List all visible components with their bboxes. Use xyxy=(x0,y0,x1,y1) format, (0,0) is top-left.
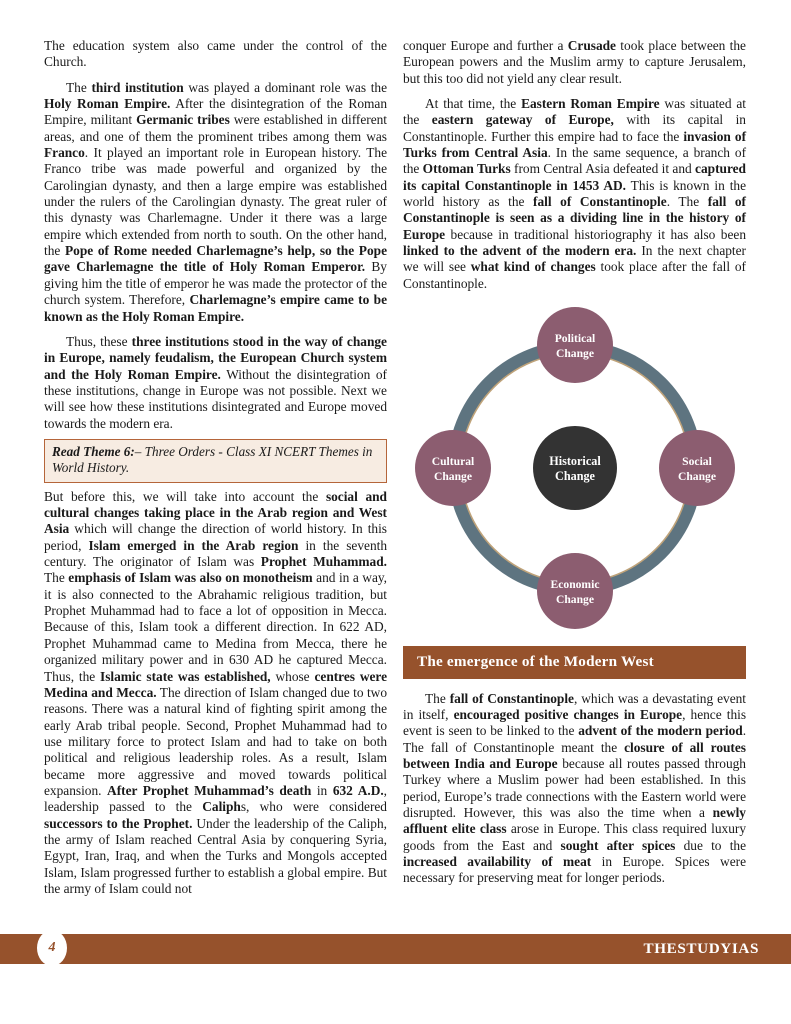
text-run: was played a dominant role was the xyxy=(183,79,388,95)
center-label-line2: Change xyxy=(554,469,595,484)
emphasis-run: sought after spices xyxy=(560,837,676,853)
historical-change-diagram xyxy=(403,304,746,632)
text-run: Under the leadership of the Caliph, the army of Islam reached Central Asia by conquering Syria, Egypt, Iran, Iraq, and when the Turks and Mongols accepted Islam, Islam progressed further to establish a global empire. But the army of Islam could not xyxy=(44,815,387,896)
footer-brand-text: THESTUDYIAS xyxy=(643,940,759,957)
text-run: conquer Europe and further a xyxy=(403,38,568,53)
section-heading-banner xyxy=(403,646,746,678)
emphasis-run: Charlemagne’s empire came to be known as the Holy Roman Empire. xyxy=(44,292,387,324)
text-run: from Central Asia defeated it and xyxy=(510,161,696,177)
text-run: arose in Europe. This class required luxury goods from the East and xyxy=(403,821,746,853)
emphasis-run: fall of Constantinople is seen as a dividing line in the history of Europe xyxy=(403,194,746,242)
page-footer-bar xyxy=(0,934,791,964)
text-run: In the next chapter we will see xyxy=(403,243,746,275)
text-run: was situated at the xyxy=(403,96,746,128)
paragraph-three-institutions xyxy=(44,334,387,432)
node-cultural-circle xyxy=(415,430,491,506)
emphasis-run: emphasis of Islam was also on monotheism xyxy=(68,570,313,586)
emphasis-run: Ottoman Turks xyxy=(422,161,511,177)
text-run: s, who were considered xyxy=(240,799,387,815)
emphasis-run: Pope of Rome needed Charlemagne’s help, so the Pope gave Charlemagne the title of Holy Roman Emperor. xyxy=(44,243,387,275)
node-cultural-label-line2: Change xyxy=(433,470,472,484)
paragraph-third-institution xyxy=(44,80,387,325)
text-run: which will change the direction of world history. In this period, xyxy=(44,521,387,553)
emphasis-run: After Prophet Muhammad’s death xyxy=(107,782,312,798)
emphasis-run: Germanic tribes xyxy=(136,112,230,128)
section-heading-text: The emergence of the Modern West xyxy=(417,653,654,671)
text-run: The xyxy=(425,690,450,706)
text-run: After the disintegration of the Roman Empire, militant xyxy=(44,96,387,128)
text-run: due to the xyxy=(675,837,746,853)
node-social-label-line2: Change xyxy=(677,470,716,484)
node-economic-label-line1: Economic xyxy=(550,578,599,592)
emphasis-run: Islamic state was established, xyxy=(100,668,271,684)
text-run: Without the disintegration of these institutions, change in Europe was not possible. Next we will see how these institutions disintegrated and Europe moved towards the modern era. xyxy=(44,366,387,431)
paragraph-education-church xyxy=(44,38,387,71)
node-political-label-line1: Political xyxy=(554,332,595,346)
emphasis-run: encouraged positive changes in Europe xyxy=(453,706,683,722)
diagram-svg xyxy=(410,304,740,632)
text-run: , leadership passed to the xyxy=(44,782,387,815)
text-run: The xyxy=(44,570,69,586)
right-column xyxy=(403,38,746,938)
emphasis-run: advent of the modern period xyxy=(578,723,743,739)
emphasis-run: Eastern Roman Empire xyxy=(521,96,660,112)
node-social-circle xyxy=(659,430,735,506)
text-run: took place between the European powers and the Muslim army to capture Jerusalem, but this too did not yield any clear result. xyxy=(403,38,746,86)
emphasis-run: fall of Constantinople xyxy=(533,194,667,210)
emphasis-run: Crusade xyxy=(567,38,616,53)
text-run: in xyxy=(311,782,333,798)
emphasis-run: 632 A.D. xyxy=(332,782,384,798)
text-run: Thus, these xyxy=(66,333,132,349)
two-column-content xyxy=(44,38,747,938)
page-number-text: 4 xyxy=(48,940,56,955)
left-column xyxy=(44,38,387,938)
text-run: The direction of Islam changed due to two reasons. There was a natural kind of fighting spirit among the early Arab tribal people. Second, Prophet Muhammad had to use military force to protect Islam and had to take on both political and religious leadership roles. As a result, Islam became more aggressive and moved towards political expansion. xyxy=(44,684,387,798)
paragraph-modern-west xyxy=(403,691,746,887)
node-cultural-label-line1: Cultural xyxy=(431,455,474,469)
read-theme-callout-box xyxy=(44,439,387,483)
emphasis-run: fall of Constantinople xyxy=(449,690,574,706)
emphasis-run: Franco xyxy=(44,145,85,161)
callout-lead-label: Read Theme 6: xyxy=(52,443,135,459)
text-run: , hence this event is seen to be linked to the xyxy=(403,706,747,739)
emphasis-run: eastern gateway of Europe, xyxy=(431,112,614,128)
text-run: . In the same sequence, a branch of the xyxy=(403,145,747,177)
text-run: because all routes passed through Turkey where a Muslim power had been established. In this period, Europe’s trade connections with the Eastern world were disrupted. However, this was also the time when a xyxy=(403,756,746,821)
paragraph-crusade xyxy=(403,38,746,87)
center-circle xyxy=(533,426,617,510)
paragraph-arab-west-asia xyxy=(44,489,387,898)
center-label-line1: Historical xyxy=(548,454,601,469)
text-run: The xyxy=(66,79,92,95)
node-economic-label-line2: Change xyxy=(555,593,594,607)
text-run: By giving him the title of emperor he was made the protector of the church system. Therefore, xyxy=(44,259,387,308)
text-run: . It played an important role in European history. The Franco tribe was made powerful and organized by the Carolingian dynasty, and then a large empire was established under the rulers of the Carolingian dynasty. The great ruler of this dynasty was Charlemagne. Under it there was a large empire which extended from north to south. On the other hand, the xyxy=(44,145,387,259)
text-run: At that time, the xyxy=(425,96,522,112)
node-political-label-line2: Change xyxy=(555,347,594,361)
text-run: because in traditional historiography it has also been xyxy=(445,226,746,242)
text-run: . The xyxy=(666,194,708,210)
text-run: with its capital in Constantinople. Further this empire had to face the xyxy=(403,112,746,144)
text-run: in the seventh century. The originator of Islam was xyxy=(44,537,387,570)
emphasis-run: successors to the Prophet. xyxy=(44,815,193,831)
callout-rest-text: – Three Orders - Class XI NCERT Themes in World History. xyxy=(52,443,373,476)
emphasis-run: Prophet Muhammad. xyxy=(260,554,387,570)
emphasis-run: Holy Roman Empire. xyxy=(44,96,171,112)
emphasis-run: social and cultural changes taking place in the Arab region and West Asia xyxy=(44,488,387,537)
text-run: The education system also came under the control of the Church. xyxy=(44,38,387,70)
emphasis-run: third institution xyxy=(91,79,184,95)
emphasis-run: Islam emerged in the Arab region xyxy=(88,537,299,553)
text-run: . The fall of Constantinople meant the xyxy=(403,723,747,755)
paragraph-eastern-roman-empire xyxy=(403,96,746,292)
emphasis-run: Caliph xyxy=(202,799,241,815)
node-social-label-line1: Social xyxy=(681,455,712,469)
text-run: in Europe. Spices were necessary for preserving meat for longer periods. xyxy=(403,854,746,886)
page-number-badge xyxy=(37,930,67,966)
node-political-circle xyxy=(537,307,613,383)
emphasis-run: linked to the advent of the modern era. xyxy=(403,243,637,259)
text-run: were established in different areas, and one of them the prominent tribes among them was xyxy=(44,112,387,144)
emphasis-run: newly affluent elite class xyxy=(403,805,746,837)
emphasis-run: three institutions stood in the way of change in Europe, namely feudalism, the European Church system and the Holy Roman Empire. xyxy=(44,333,387,382)
emphasis-run: increased availability of meat xyxy=(403,854,592,870)
footer-brand xyxy=(644,934,759,964)
emphasis-run: what kind of changes xyxy=(470,259,596,275)
text-run: took place after the fall of Constantinople. xyxy=(403,259,746,291)
text-run: and in a way, it is also connected to the Abrahamic religious tradition, but Prophet Muhammad had to face a lot of opposition in Mecca. Because of this, Islam took a different direction. In 622 AD, Prophet Muhammad came to Medina from Mecca, there he organized military power and in 630 AD he captured Mecca. Thus, the xyxy=(44,570,388,684)
emphasis-run: captured its capital Constantinople in 1453 AD. xyxy=(403,161,746,193)
node-economic-circle xyxy=(537,553,613,629)
text-run: , which was a devastating event in itself, xyxy=(403,690,746,722)
emphasis-run: centres were Medina and Mecca. xyxy=(44,668,388,700)
text-run: But before this, we will take into account the xyxy=(44,488,326,504)
emphasis-run: closure of all routes between India and Europe xyxy=(403,739,746,771)
text-run: whose xyxy=(270,668,315,684)
emphasis-run: invasion of Turks from Central Asia xyxy=(403,128,747,161)
text-run: This is known in the world history as the xyxy=(403,177,746,210)
